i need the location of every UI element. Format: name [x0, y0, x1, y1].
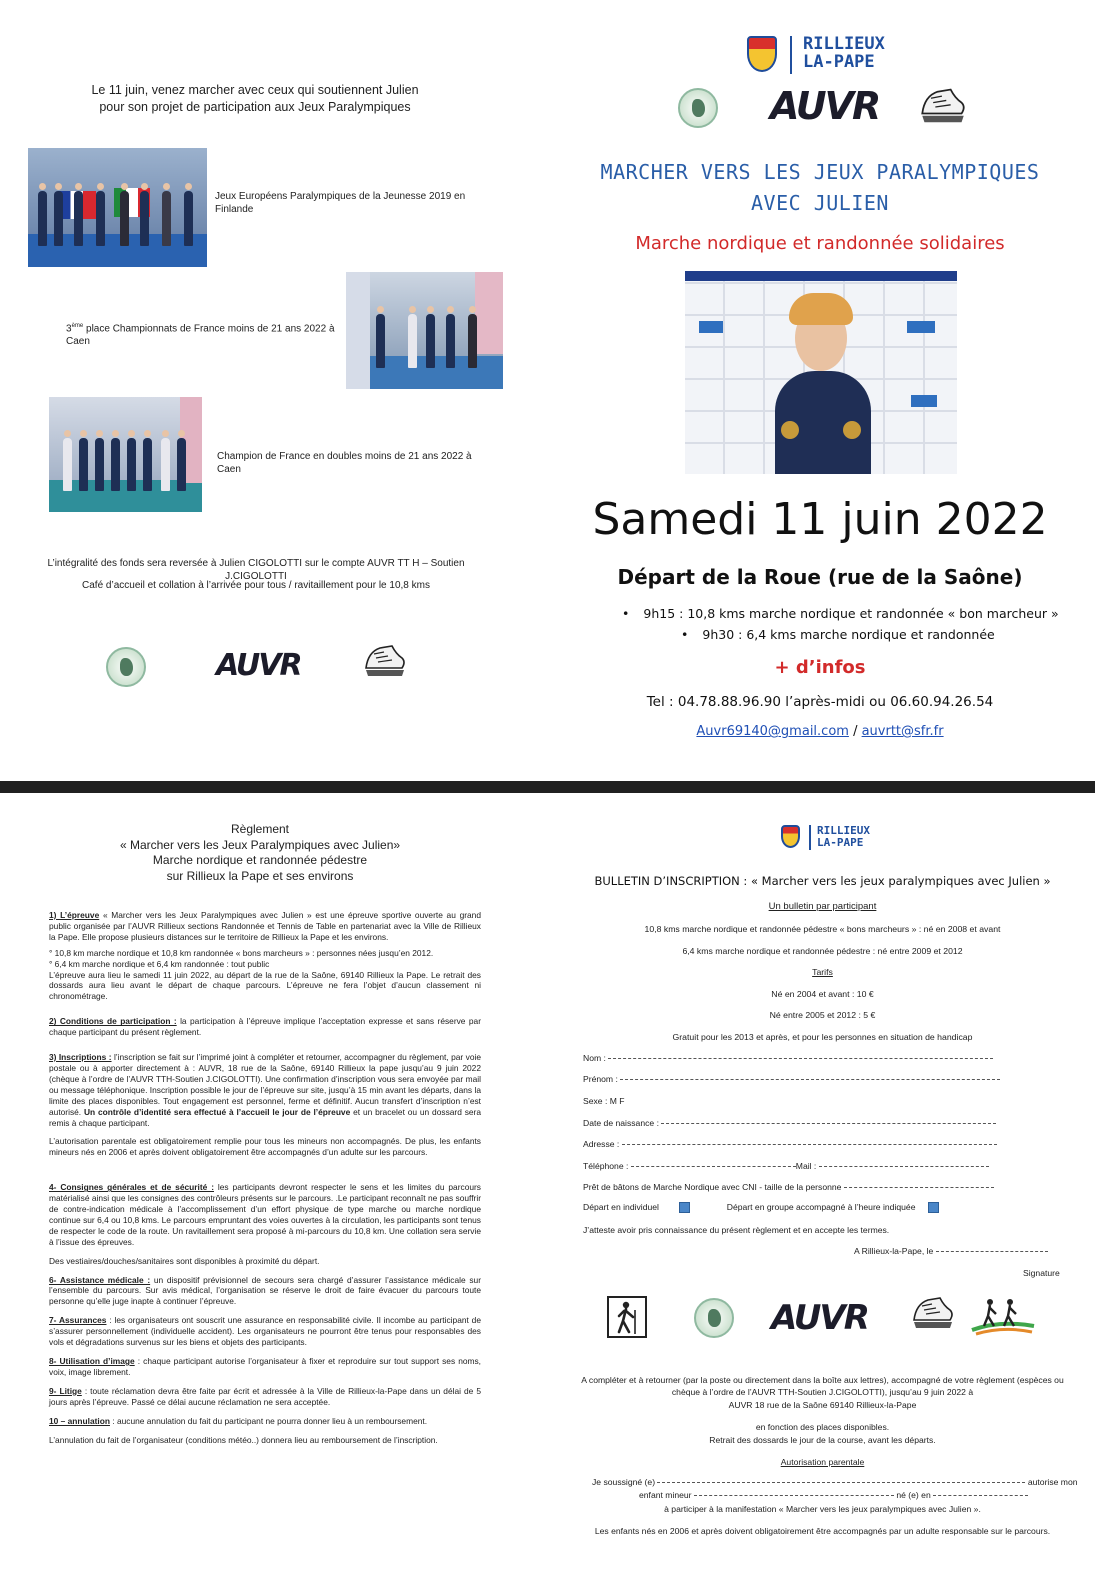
distance-line: 6,4 kms marche nordique et randonnée pédestre : né entre 2009 et 2012: [682, 946, 963, 956]
distance-line: 10,8 kms marche nordique et randonnée pédestre « bons marcheurs » : né en 2008 et avant: [644, 924, 1001, 934]
photo2-caption: 3ème place Championnats de France moins de 21 ans 2022 à Caen: [66, 323, 335, 348]
schedule-item: • 9h30 : 6,4 kms marche nordique et randonnée: [681, 627, 995, 642]
rule-section-3: 3) Inscriptions : l’inscription se fait sur l’imprimé joint à compléter et retourner, accompagner du règlement, par voie postale ou à apporter directement à : AUVR, 18 rue de la Saône, 69140 Rillieux la pape jusqu’au 9 juin 2022 (chèque à l’ordre de l’AUVR TTH-Soutien J.CIGOLOTTI). Une confirmation d’inscription vous sera envoyée par mail ou message téléphonique. Inscription possible le jour de l’épreuve sur site, jusqu’à 15 min avant les départs, dans la limite des places disponibles. Tout engagement est personnel, ferme et définitif. Aucun transfert d’inscription n’est autorisé. Un contrôle d’identité sera effectué à l’accueil le jour de l’épreuve et un bracelet ou un dossard sera remis à chaque participant.: [49, 1052, 482, 1128]
parental-auth-consent: à participer à la manifestation « Marcher vers les jeux paralympiques avec Julien ».: [664, 1504, 981, 1514]
event-departure: Départ de la Roue (rue de la Saône): [617, 565, 1023, 589]
photo-third-place: [346, 272, 503, 389]
club-logo-icon: [678, 88, 718, 128]
walking-shoe-icon: [917, 83, 969, 131]
birthdate-field[interactable]: Date de naissance :: [583, 1118, 1003, 1128]
parental-auth-name-field[interactable]: Je soussigné (e) autorise mon: [592, 1477, 1078, 1487]
sex-field[interactable]: Sexe : M F: [583, 1096, 625, 1106]
departure-options: Départ en individuel Départ en groupe accompagné à l’heure indiquée: [583, 1202, 939, 1213]
minors-notice: Les enfants nés en 2006 et après doivent obligatoirement être accompagnés par un adulte responsable sur le parcours.: [594, 1526, 1051, 1536]
form-title: BULLETIN D’INSCRIPTION : « Marcher vers les jeux paralympiques avec Julien »: [594, 874, 1051, 888]
rule-section-6: 6- Assistance médicale : un dispositif prévisionnel de secours sera chargé d’assurer l’assistance médicale sur l’ensemble du parcours. Sur avis médical, l’organisation se réserve le droit de faire évacuer du parcours toute personne qu’elle juge inapte à continuer l’épreuve.: [49, 1274, 481, 1307]
hiker-icon: [607, 1296, 647, 1338]
event-subtitle: Marche nordique et randonnée solidaires: [635, 233, 1005, 254]
address-field[interactable]: Adresse :: [583, 1139, 1003, 1149]
contact-phone: Tel : 04.78.88.96.90 l’après-midi ou 06.60.94.26.54: [646, 694, 994, 710]
rule-section-10: 10 – annulation : aucune annulation du fait du participant ne pourra donner lieu à un remboursement.: [49, 1415, 428, 1426]
photo-podium-finland: [28, 148, 207, 267]
event-title: MARCHER VERS LES JEUX PARALYMPIQUES AVEC JULIEN: [600, 160, 1040, 215]
rules-heading: Règlement « Marcher vers les Jeux Paralympiques avec Julien» Marche nordique et randonnée pédestre sur Rillieux la Pape et ses environs: [119, 822, 401, 883]
auvr-logo: AUVR: [770, 84, 880, 128]
rule-section-1: 1) L’épreuve « Marcher vers les Jeux Paralympiques avec Julien » est une épreuve sportive ouverte au grand public organisée par l’AUVR Rillieux sections Randonnée et Tennis de Table en partenariat avec la Ville de Rillieux la Pape. Elle propose plusieurs distances sur le territoire de Rillieux la Pape et les environs.: [49, 910, 481, 942]
photo1-caption: Jeux Européens Paralympiques de la Jeunesse 2019 en Finlande: [215, 191, 466, 215]
rule-section-9: 9- Litige : toute réclamation devra être faite par écrit et adressée à la Ville de Rillieux-la-Pape dans un délai de 5 jours après l’épreuve. Passé ce délai aucune réclamation ne sera acceptée.: [49, 1385, 481, 1407]
parental-auth-heading: Autorisation parentale: [780, 1457, 865, 1467]
rule-section-4: 4- Consignes générales et de sécurité : les participants devront respecter le sens et les limites du parcours matérialisé ainsi que les consignes des contrôleurs présents sur le parcours. .Le participant reconnaît ne pas souffrir de contre-indication médicale à l’accomplissement d’un effort physique de type marche ou marche nordique continue sur 6,4 ou 10,8 kms. Le parcours empruntant des voies ouvertes à la circulation, les participants sont tenus de respecter le code de la route. Un ravitaillement sera proposé à mi-parcours du 10,8 km. Une collation sera servie à l’issue des épreuves.: [49, 1182, 481, 1247]
schedule-item: • 9h15 : 10,8 kms marche nordique et randonnée « bon marcheur »: [622, 606, 1059, 621]
group-departure-checkbox[interactable]: [928, 1202, 939, 1213]
rule-section-2: 2) Conditions de participation : la participation à l’épreuve implique l’acceptation expresse et sans réserve par chaque participant du présent règlement.: [49, 1016, 481, 1038]
bib-pickup: Retrait des dossards le jour de la course, avant les départs.: [709, 1435, 936, 1445]
photo-julien-medals: [685, 271, 957, 474]
form-one-per-participant: Un bulletin par participant: [768, 901, 877, 912]
rules-body: 1) L’épreuve « Marcher vers les Jeux Paralympiques avec Julien » est une épreuve sportive ouverte au grand public organisée par l’AUVR Rillieux sections Randonnée et Tennis de Table en partenariat avec la Ville de Rillieux la Pape. Elle propose plusieurs distances sur le territoire de Rillieux la Pape et les environs. ° 10,8 km marche nordique et 10,8 km randonnée « bons marcheurs » : personnes nées jusqu’en 2012. ° 6,4 km marche nordique et 6,4 km randonnée : tout public L’épreuve aura lieu le samedi 11 juin 2022, au départ de la rue de la Saône, 69140 Rillieux la Pape. Le retrait des dossards aura lieu avant le départ de chaque parcours. L’épreuve ne fera l’objet d’aucun classement ni chronométrage. 2) Conditions de participation : la participation à l’épreuve implique l’acceptation expresse et sans réserve par chaque participant du présent règlement. 3) Inscriptions : l’inscription se fait sur l’imprimé joint à compléter et retourner, accompagner du règlement, par voie postale ou à apporter directement à : AUVR, 18 rue de la Saône, 69140 Rillieux la pape jusqu’au 9 juin 2022 (chèque à l’ordre de l’AUVR TTH-Soutien J.CIGOLOTTI). Une confirmation d’inscription vous sera envoyée par mail ou message téléphonique. Inscription possible le jour de l’épreuve sur site, jusqu’à 15 min avant les départs, dans la limite des places disponibles. Tout engagement est personnel, ferme et définitif. Aucun transfert d’inscription n’est autorisé. Un contrôle d’identité sera effectué à l’accueil le jour de l’épreuve et un bracelet ou un dossard sera remis à chaque participant. L’autorisation parentale est obligatoirement remplie pour tous les mineurs non accompagnés. De plus, les enfants mineurs nés en 2006 et après doivent obligatoirement être accompagnés d’un adulte sur les parcours. 4- Consignes générales et de sécurité : les participants devront respecter le sens et les limites du parcours matérialisé ainsi que les consignes des contrôleurs présents sur le parcours. .Le participant reconnaît ne pas souffrir de contre-indication médicale à l’accomplissement d’un effort physique de type marche ou marche nordique continue sur 6,4 ou 10,8 kms. Le parcours empruntant des voies ouvertes à la circulation, les participants sont tenus de respecter le code de la route. Un ravitaillement sera proposé à mi-parcours du 10,8 km. Une collation sera servie à l’issue des épreuves. Des vestiaires/douches/sanitaires sont disponibles à proximité du départ. 6- Assistance médicale : un dispositif prévisionnel de secours sera chargé d’assurer l’assistance médicale sur l’ensemble du parcours. Sur avis médical, l’organisation se réserve le droit de faire évacuer du parcours toute personne qu’elle juge inapte à continuer l’épreuve. 7- Assurances : les organisateurs ont souscrit une assurance en responsabilité civile. Il incombe au participant de s’assurer personnellement (individuelle accident). Les organisateurs ne pourront être tenus pour responsables des vols et dégradations survenus sur les biens et objets des participants. 8- Utilisation d’image : chaque participant autorise l’organisateur à fixer et reproduire sur tout support ses noms, voix, image librement. 9- Litige : toute réclamation devra être faite par écrit et adressée à la Ville de Rillieux-la-Pape dans un délai de 5 jours après l’épreuve. Passé ce délai aucune réclamation ne sera acceptée. 10 – annulation : aucune annulation du fait du participant ne pourra donner lieu à un remboursement. L’annulation du fait de l’organisateur (conditions météo..) donnera lieu au remboursement de l’inscription.: [49, 910, 482, 1445]
email-link-auvr[interactable]: Auvr69140@gmail.com: [696, 724, 849, 739]
club-logo-icon: [694, 1298, 734, 1338]
page-divider: [0, 781, 1095, 793]
signature-label: Signature: [1023, 1268, 1060, 1278]
poles-loan-field[interactable]: Prêt de bâtons de Marche Nordique avec CNI - taille de la personne: [583, 1182, 1003, 1192]
phone-mail-field[interactable]: Téléphone : Mail :: [583, 1161, 1003, 1171]
rule-section-8: 8- Utilisation d’image : chaque participant autorise l’organisateur à fixer et reproduire sur tout support ses noms, voix, image librement.: [49, 1356, 481, 1377]
free-entry-line: Gratuit pour les 2013 et après, et pour les personnes en situation de handicap: [672, 1032, 973, 1042]
photo3-caption: Champion de France en doubles moins de 21 ans 2022 à Caen: [217, 451, 472, 475]
return-address: AUVR 18 rue de la Saône 69140 Rillieux-la-Pape: [728, 1400, 917, 1410]
city-shield-icon: [747, 36, 777, 72]
nordic-walkers-icon: [970, 1296, 1036, 1336]
auvr-logo: AUVR: [771, 1298, 868, 1338]
city-shield-icon: [781, 825, 800, 848]
club-logo-icon: [106, 647, 146, 687]
walking-shoe-icon: [910, 1292, 956, 1336]
individual-departure-checkbox[interactable]: [679, 1202, 690, 1213]
return-availability: en fonction des places disponibles.: [755, 1422, 890, 1432]
return-instructions: A compléter et à retourner (par la poste ou directement dans la boîte aux lettres), accompagné de votre règlement (espèces ou chèque à l’ordre de l’AUVR TTH-Soutien J.CIGOLOTTI), jusqu’au 9 juin 2022 à: [581, 1375, 1064, 1397]
tarifs-heading: Tarifs: [812, 967, 833, 977]
name-field[interactable]: Nom :: [583, 1053, 1003, 1063]
photo-champion-doubles: [49, 397, 202, 512]
rule-section-7: 7- Assurances : les organisateurs ont souscrit une assurance en responsabilité civile. Il incombe au participant de s’assurer personnellement (individuelle accident). Les organisateurs ne pourront être tenus pour responsables des vols et dégradations survenus sur les biens et objets des participants.: [49, 1315, 481, 1348]
walking-shoe-icon: [362, 640, 408, 684]
parental-auth-child-field[interactable]: enfant mineur né (e) en: [639, 1490, 1059, 1500]
funds-text: L’intégralité des fonds sera reversée à Julien CIGOLOTTI sur le compte AUVR TT H – Soutien J.CIGOLOTTI: [47, 558, 465, 582]
attest-text: J’atteste avoir pris connaissance du présent règlement et en accepte les termes.: [583, 1225, 890, 1235]
intro-text: Le 11 juin, venez marcher avec ceux qui soutiennent Julien pour son projet de participation aux Jeux Paralympiques: [91, 83, 419, 114]
auvr-logo: AUVR: [216, 648, 301, 683]
cafe-text: Café d’accueil et collation à l’arrivée pour tous / ravitaillement pour le 10,8 kms: [82, 580, 430, 591]
tarif-line: Né en 2004 et avant : 10 €: [771, 989, 874, 999]
place-date-field[interactable]: A Rillieux-la-Pape, le: [854, 1246, 1048, 1256]
tarif-line: Né entre 2005 et 2012 : 5 €: [769, 1010, 876, 1020]
more-info-heading: + d’infos: [774, 657, 866, 678]
contact-emails: Auvr69140@gmail.com / auvrtt@sfr.fr: [696, 724, 944, 739]
event-date: Samedi 11 juin 2022: [592, 494, 1048, 545]
email-link-auvrtt[interactable]: auvrtt@sfr.fr: [861, 724, 944, 739]
firstname-field[interactable]: Prénom :: [583, 1074, 1003, 1084]
